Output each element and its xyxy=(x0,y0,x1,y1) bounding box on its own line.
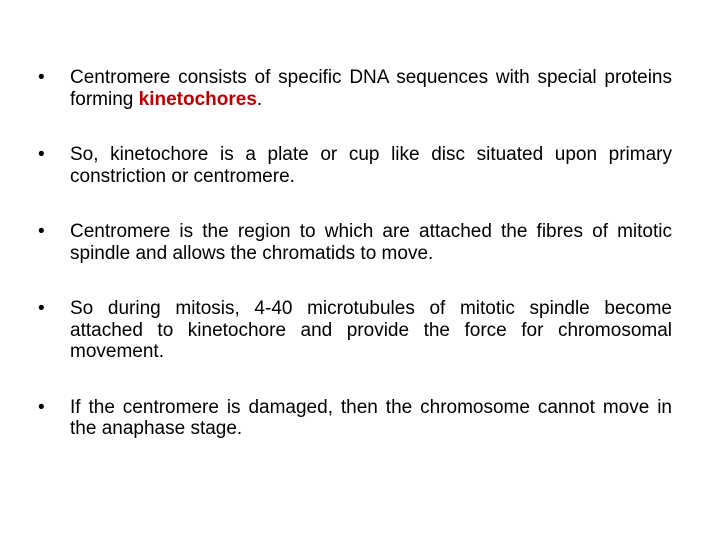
bullet-text: Centromere is the region to which are attached the fibres of mitotic spindle and allows the chromatids to move. xyxy=(70,221,672,264)
bullet-text: So during mitosis, 4-40 microtubules of mitotic spindle become attached to kinetochore and provide the force for chromosomal movement. xyxy=(70,298,672,362)
bullet-item-kinetochore-disc xyxy=(38,144,672,187)
bullet-item-centromere-dna xyxy=(38,67,672,110)
bullet-list xyxy=(38,67,672,440)
bullet-dot: • xyxy=(38,396,45,418)
bullet-text: So, kinetochore is a plate or cup like disc situated upon primary constriction or centromere. xyxy=(70,144,672,187)
bullet-item-damaged-centromere xyxy=(38,397,672,440)
bullet-dot: • xyxy=(38,67,45,88)
bullet-text-end: . xyxy=(256,88,263,110)
bullet-dot: • xyxy=(38,298,45,319)
bullet-item-centromere-region xyxy=(38,221,672,264)
highlighted-term: kinetochores xyxy=(138,88,257,110)
bullet-dot: • xyxy=(38,221,45,242)
bullet-item-mitosis-microtubules xyxy=(38,298,672,363)
bullet-text: Centromere consists of specific DNA sequences with special proteins forming xyxy=(70,67,672,110)
bullet-text: If the centromere is damaged, then the chromosome cannot move in the anaphase stage. xyxy=(70,396,672,439)
bullet-dot: • xyxy=(38,144,45,165)
